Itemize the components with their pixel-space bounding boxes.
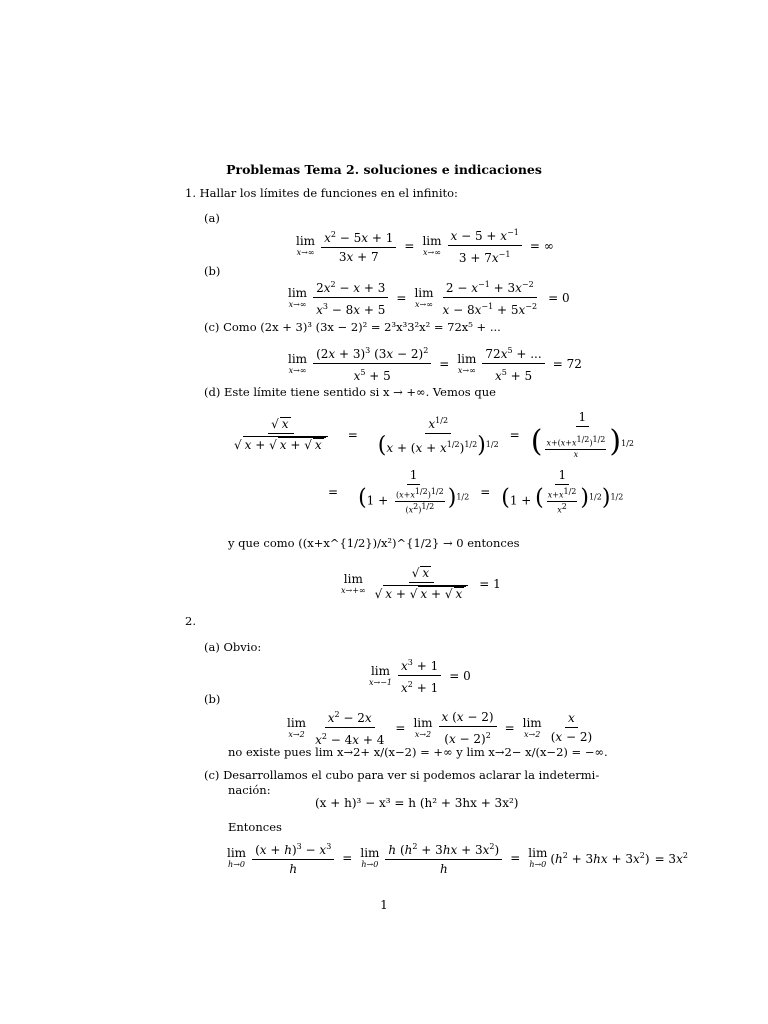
problem-2c-equation-1: (x + h)³ − x³ = h (h² + 3hx + 3x²) [315,796,519,810]
problem-1b-equation: lim x→∞ $\frac{2x^2 - x + 3}{x^3 - 8x + 5}$ = lim x→∞ $\frac{2 - x^{-1} + 3x^{-2}}{x - 8x^{-1} + 5x^{-2}}$ = 0 [288,280,570,317]
problem-1d-equation: lim x→+∞ $\frac{√ x}{√ x + √ x + √ x}$ = 1 [341,566,501,601]
problem-2b-text: no existe pues lim x→2+ x/(x−2) = +∞ y lim x→2− x/(x−2) = −∞. [228,745,608,759]
problem-1c-text: (c) Como (2x + 3)³ (3x − 2)² = 2³x³3²x² = 72x⁵ + ... [204,320,501,334]
problem-1a-label: (a) [204,211,220,225]
problem-2a-text: (a) Obvio: [204,640,262,654]
problem-2b-equation: lim x→2 $\frac{x^2 - 2x}{x^2 - 4x + 4}$ = lim x→2 $\frac{x (x - 2)}{(x - 2)^2}$ = lim x→2 $\frac{x}{(x - 2)}$ [287,709,593,747]
problem-1d-text: (d) Este límite tiene sentido si x → +∞. Vemos que [204,385,496,399]
problem-1b-label: (b) [204,264,221,278]
problem-2c-text-line2: nación: [228,783,271,797]
problem-1d-derivation-row1: $\frac{√ x}{√ x + √ x + √ x}$ = $\frac{x^{1/2}}{(x + (x + x^{1/2})^{1/2})^{1/2}}$ = 1 ( $\frac{x+(x+x1/2)1/2}{x}$ )$^{1/2}$ [234,410,634,459]
problem-1c-equation: lim x→∞ $\frac{(2x + 3)^3 (3x - 2)^2}{x^5 + 5}$ = lim x→∞ $\frac{72x^5 + ...}{x^5 + 5}$ = 72 [288,346,582,383]
page-number: 1 [380,898,388,912]
problem-2b-label: (b) [204,692,221,706]
problem-1a-equation: lim x→∞ $\frac{x^2 - 5x + 1}{3x + 7}$ = lim x→∞ $\frac{x - 5 + x^{-1}}{3 + 7x^{-1}}$ = ∞ [296,228,554,265]
problem-2-label: 2. [185,614,196,628]
page-title: Problemas Tema 2. soluciones e indicaciones [226,162,542,177]
problem-2c-equation-2: lim h→0 $\frac{(x + h)^3 - x^3}{h}$ = lim h→0 $\frac{h (h^2 + 3hx + 3x^2)}{h}$ = lim h→0 $(h^2 + 3hx + 3x^2)$ = $3x^2$ [227,842,688,876]
problem-2c-text-line1: (c) Desarrollamos el cubo para ver si podemos aclarar la indetermi- [204,768,600,782]
problem-1d-derivation-row2: = 1 (1 + $\frac{(x+x1/2)1/2}{(x2)1/2}$ )$^{1/2}$ = 1 (1 + ( $\frac{x+x1/2}{x2}$ )$^{1/2}$)$^{1/2}$ [328,468,624,515]
problem-2c-entonces: Entonces [228,820,282,834]
problem-2a-equation: lim x→−1 $\frac{x^3 + 1}{x^2 + 1}$ = 0 [369,658,471,695]
problem-1-intro: 1. Hallar los límites de funciones en el infinito: [185,186,458,200]
problem-1d-continuation: y que como ((x+x^{1/2})/x²)^{1/2} → 0 entonces [228,536,520,550]
